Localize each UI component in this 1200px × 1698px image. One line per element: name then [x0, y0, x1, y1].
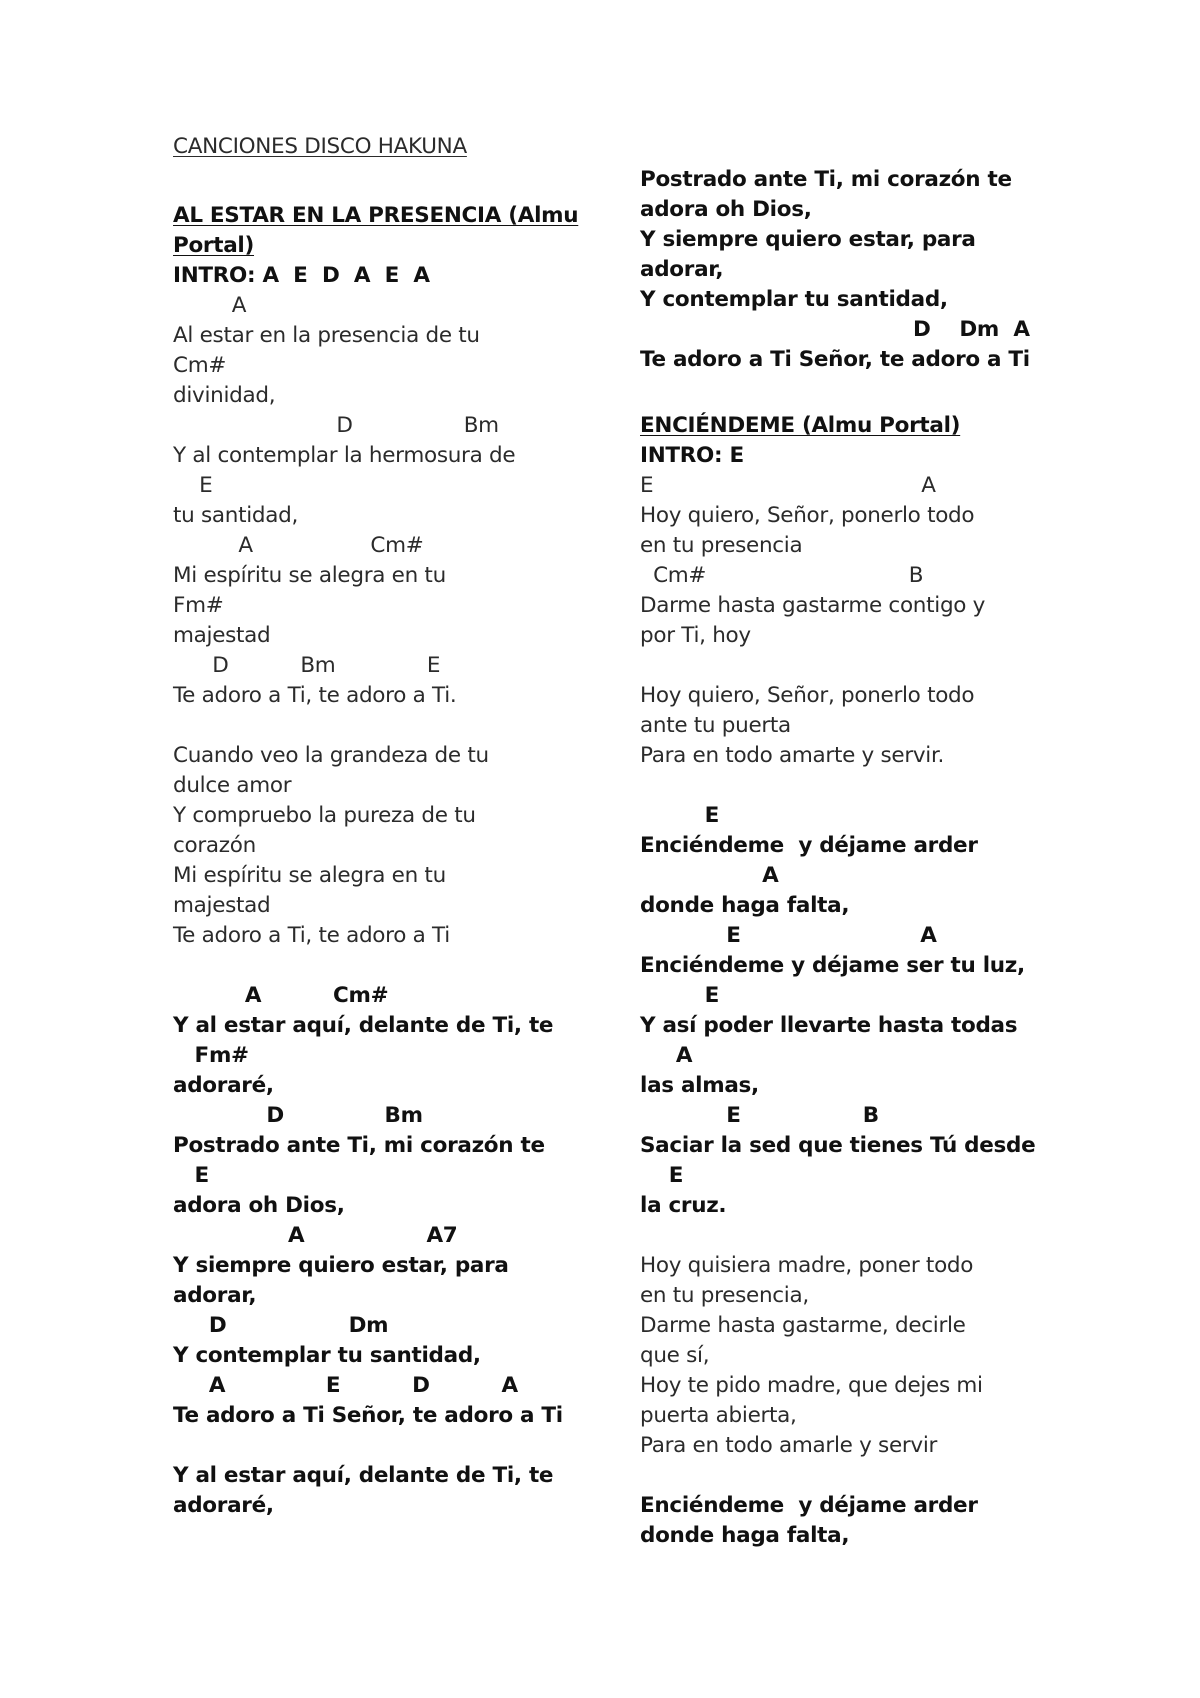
chord-line: A Cm# [173, 533, 424, 558]
lyric-line: divinidad, [173, 383, 276, 408]
lyric-line: Darme hasta gastarme, decirle [640, 1313, 966, 1338]
lyric-line: ante tu puerta [640, 713, 791, 738]
lyric-line: Saciar la sed que tienes Tú desde [640, 1133, 1036, 1158]
lyric-line: por Ti, hoy [640, 623, 751, 648]
lyric-line: Postrado ante Ti, mi corazón te [640, 167, 1012, 192]
lyric-line: las almas, [640, 1073, 759, 1098]
lyric-line: Hoy te pido madre, que dejes mi [640, 1373, 983, 1398]
lyric-line: Te adoro a Ti, te adoro a Ti. [173, 683, 457, 708]
lyric-line: Hoy quiero, Señor, ponerlo todo [640, 503, 975, 528]
lyric-line: adora oh Dios, [640, 197, 812, 222]
chord-line: E A [640, 473, 936, 498]
chord-line: A A7 [173, 1223, 458, 1248]
chord-line: A E D A [173, 1373, 518, 1398]
lyric-line: Para en todo amarle y servir [640, 1433, 938, 1458]
chord-line: Cm# [173, 353, 227, 378]
lyric-line: adorar, [640, 257, 724, 282]
lyric-line: tu santidad, [173, 503, 299, 528]
lyric-line: adoraré, [173, 1073, 274, 1098]
lyric-line: adoraré, [173, 1493, 274, 1518]
lyric-line: dulce amor [173, 773, 292, 798]
lyric-line: Y compruebo la pureza de tu [173, 803, 476, 828]
lyric-line: Enciéndeme y déjame ser tu luz, [640, 953, 1025, 978]
lyric-line: Y al estar aquí, delante de Ti, te [173, 1463, 554, 1488]
lyric-line: Te adoro a Ti Señor, te adoro a Ti [173, 1403, 563, 1428]
lyric-line: Y contemplar tu santidad, [640, 287, 948, 312]
song-heading: AL ESTAR EN LA PRESENCIA (Almu [173, 203, 579, 228]
chord-line: D Bm E [173, 653, 441, 678]
lyric-line: Y contemplar tu santidad, [173, 1343, 481, 1368]
lyric-line: majestad [173, 893, 271, 918]
chord-line: D Dm [173, 1313, 389, 1338]
chord-line: Fm# [173, 593, 224, 618]
lyric-line: Y al contemplar la hermosura de [173, 443, 516, 468]
chord-line: A [640, 863, 779, 888]
chord-line: A Cm# [173, 983, 389, 1008]
lyric-line: Mi espíritu se alegra en tu [173, 563, 446, 588]
chord-line: E [640, 983, 720, 1008]
lyric-line: Enciéndeme y déjame arder [640, 1493, 978, 1518]
chord-line: D Dm A [640, 317, 1030, 342]
lyric-line: Hoy quisiera madre, poner todo [640, 1253, 974, 1278]
lyric-line: Y así poder llevarte hasta todas [640, 1013, 1018, 1038]
chord-line: D Bm [173, 413, 499, 438]
lyric-line: Postrado ante Ti, mi corazón te [173, 1133, 545, 1158]
lyric-line: adora oh Dios, [173, 1193, 345, 1218]
chord-line: Fm# [173, 1043, 249, 1068]
chord-line: A [173, 293, 247, 318]
lyric-line: Y siempre quiero estar, para [640, 227, 976, 252]
lyric-line: Para en todo amarte y servir. [640, 743, 945, 768]
lyric-line: donde haga falta, [640, 893, 850, 918]
lyric-line: Mi espíritu se alegra en tu [173, 863, 446, 888]
song-heading: CANCIONES DISCO HAKUNA [173, 134, 467, 159]
chord-line: E [640, 1163, 684, 1188]
lyric-line: en tu presencia [640, 533, 803, 558]
chord-line: E [173, 473, 213, 498]
lyric-line: Te adoro a Ti, te adoro a Ti [173, 923, 450, 948]
chord-line: E B [640, 1103, 879, 1128]
lyric-line: la cruz. [640, 1193, 727, 1218]
lyric-line: Darme hasta gastarme contigo y [640, 593, 986, 618]
chord-line: D Bm [173, 1103, 423, 1128]
lyric-line: Hoy quiero, Señor, ponerlo todo [640, 683, 975, 708]
chord-line: A [640, 1043, 693, 1068]
intro-chords: INTRO: A E D A E A [173, 263, 430, 288]
chord-line: E A [640, 923, 937, 948]
lyric-line: Enciéndeme y déjame arder [640, 833, 978, 858]
lyric-line: Y siempre quiero estar, para [173, 1253, 509, 1278]
chord-line: E [173, 1163, 209, 1188]
song-heading: Portal) [173, 233, 255, 258]
chord-line: E [640, 803, 720, 828]
lyric-line: Te adoro a Ti Señor, te adoro a Ti [640, 347, 1030, 372]
lyric-line: donde haga falta, [640, 1523, 850, 1548]
intro-chords: INTRO: E [640, 443, 744, 468]
lyric-line: corazón [173, 833, 256, 858]
lyric-line: Al estar en la presencia de tu [173, 323, 480, 348]
song-heading: ENCIÉNDEME (Almu Portal) [640, 413, 961, 438]
lyric-line: Y al estar aquí, delante de Ti, te [173, 1013, 554, 1038]
lyric-line: que sí, [640, 1343, 710, 1368]
lyric-line: en tu presencia, [640, 1283, 809, 1308]
lyric-line: adorar, [173, 1283, 257, 1308]
lyric-line: puerta abierta, [640, 1403, 797, 1428]
chord-line: Cm# B [640, 563, 924, 588]
lyric-line: majestad [173, 623, 271, 648]
lyric-line: Cuando veo la grandeza de tu [173, 743, 489, 768]
